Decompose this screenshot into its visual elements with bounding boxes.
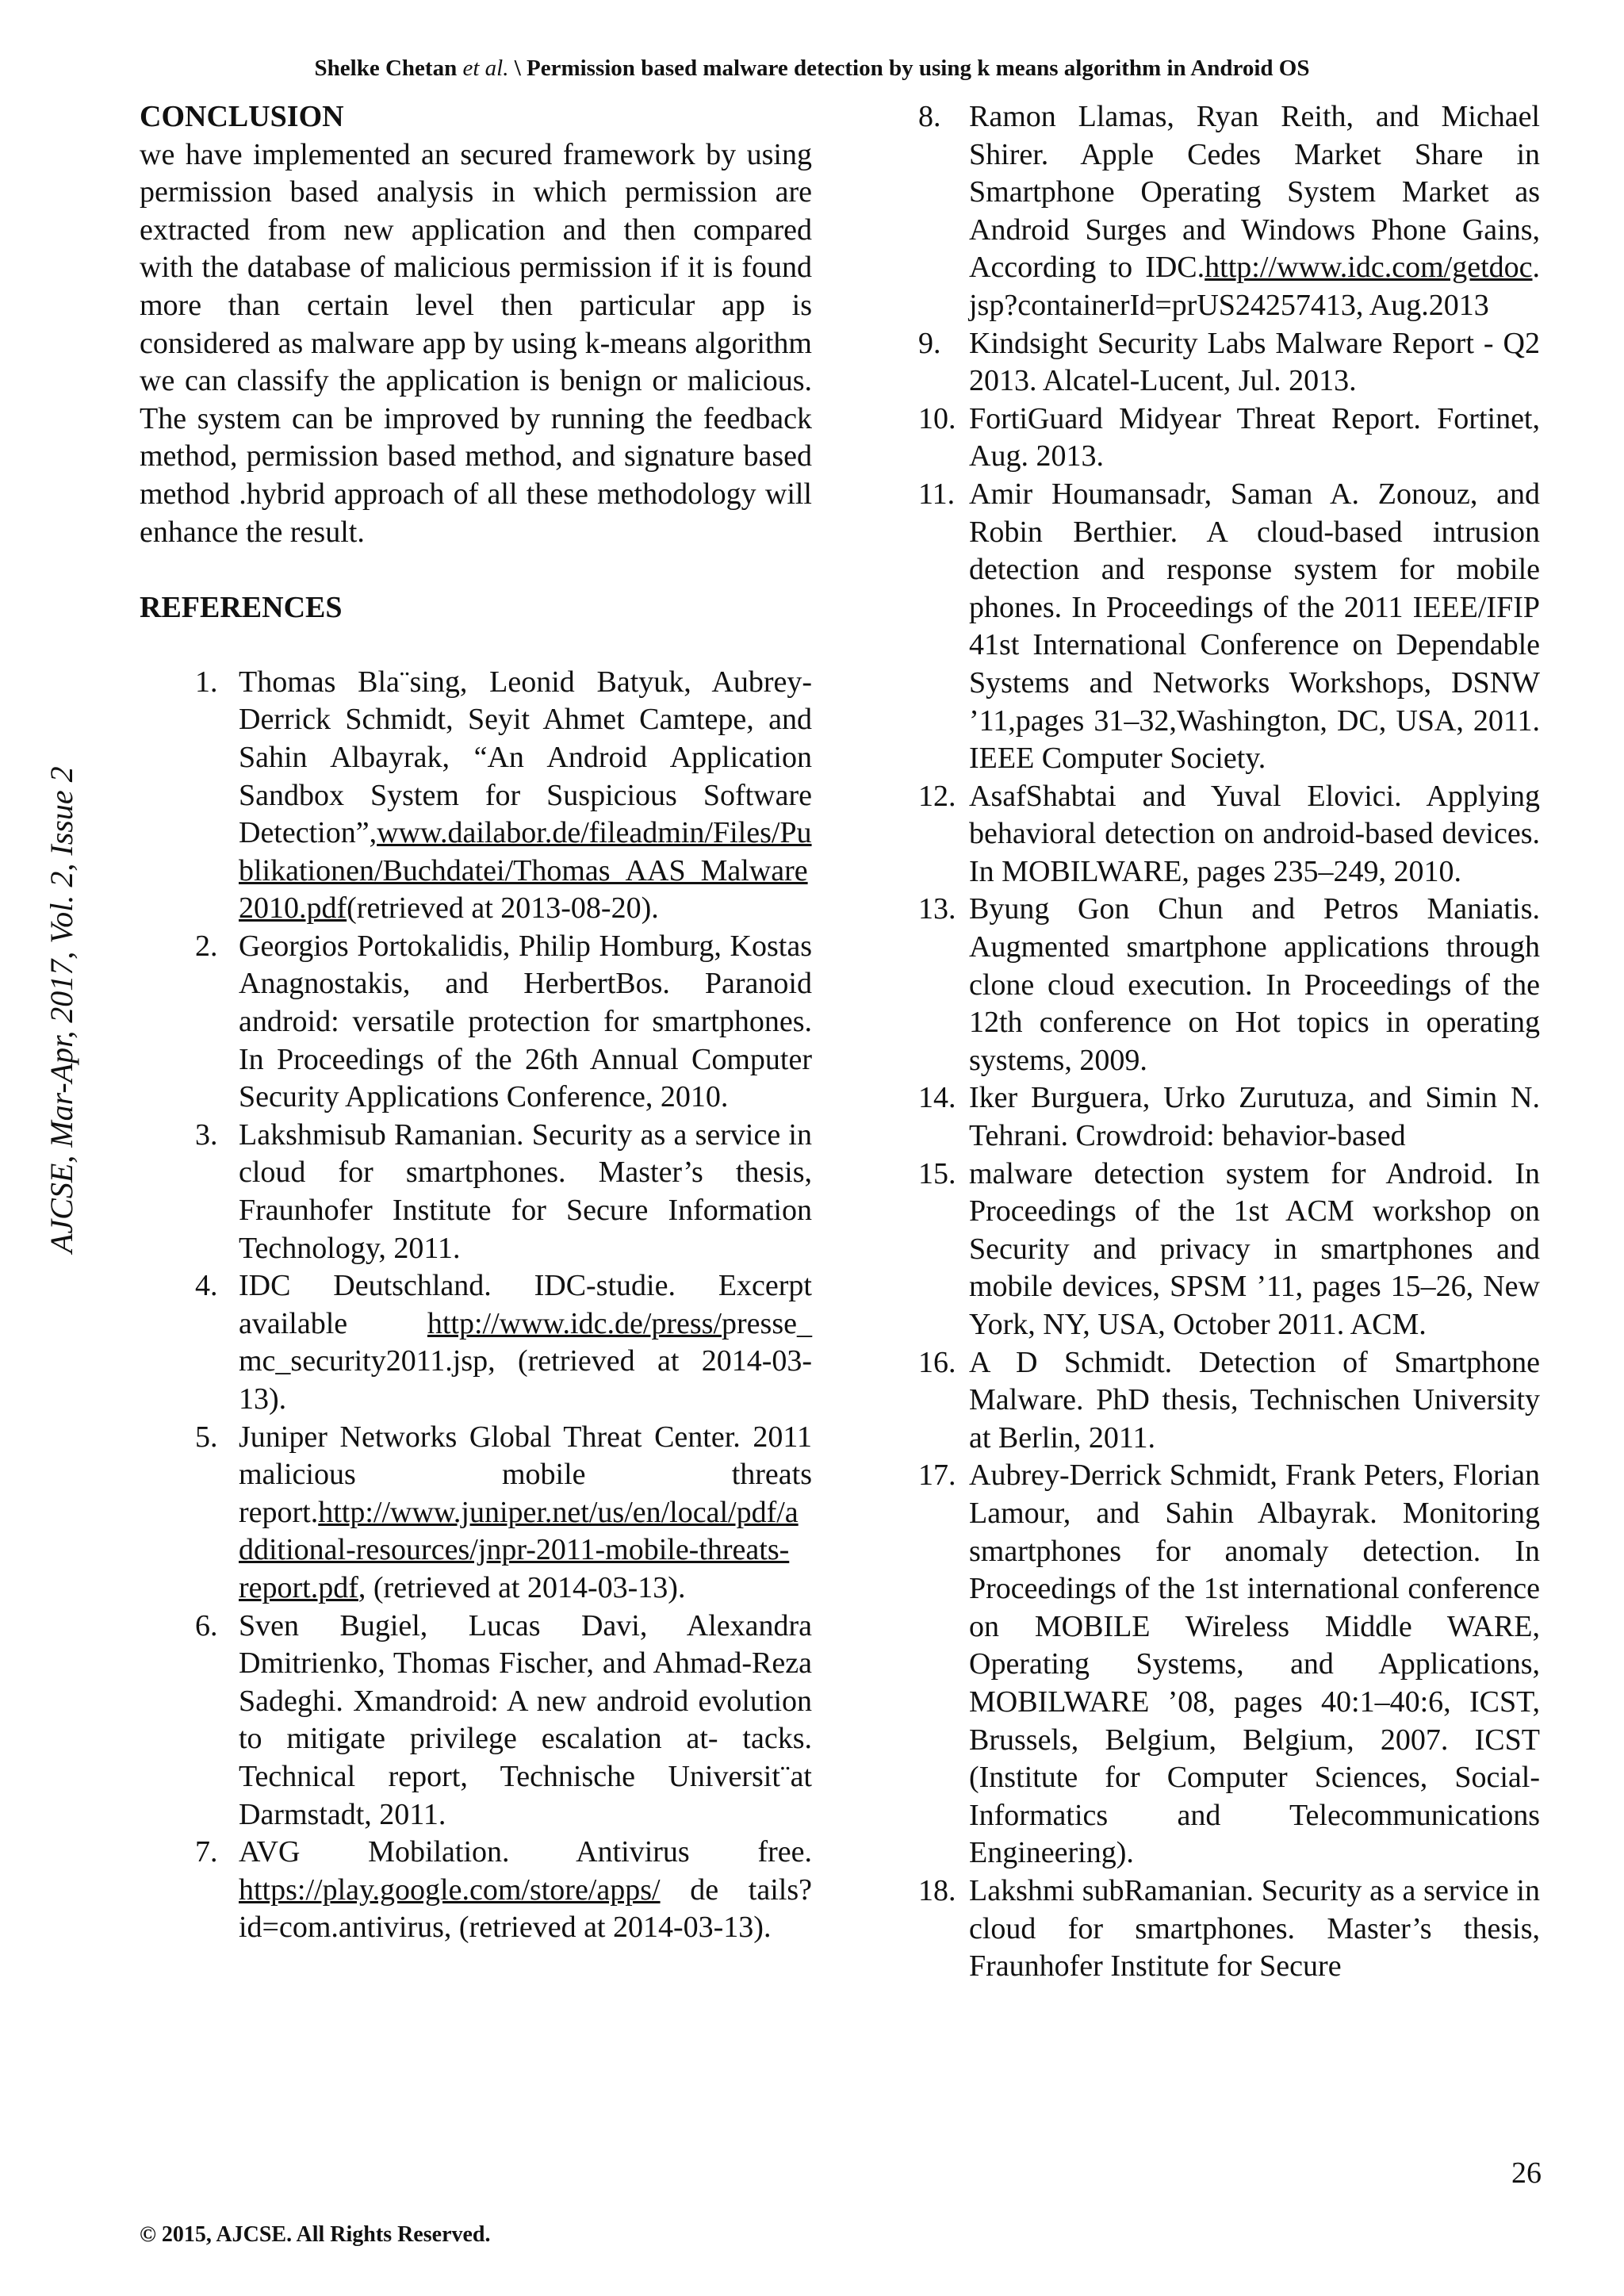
reference-item xyxy=(914,1457,1540,1872)
references-heading: REFERENCES xyxy=(140,591,343,625)
left-column xyxy=(140,98,812,1947)
header-title: \ Permission based malware detection by using k means algorithm in Android OS xyxy=(514,56,1310,81)
conclusion-paragraph: we have implemented an secured framework by using permission based analysis in which permission are extracted from new application and then compared with the database of malicious permission if it is found more than certain level then particular app is considered as malware app by using k-means algorithm we can classify the application is benign or malicious. The system can be improved by running the feedback method, permission based method, and signature based method .hybrid approach of all these methodology will enhance the result. xyxy=(140,137,812,549)
reference-number: 1. xyxy=(195,665,218,699)
reference-link[interactable]: http://www.juniper.net/us/en/local/pdf/additional-resources/jnpr-2011-mobile-threats-report.pdf xyxy=(239,1495,799,1604)
reference-number: 16. xyxy=(918,1345,956,1379)
reference-item xyxy=(140,1419,812,1608)
reference-text: . jsp?containerId=prUS24257413, Aug.2013 xyxy=(969,251,1540,322)
reference-item xyxy=(140,1267,812,1418)
reference-text: Kindsight Security Labs Malware Report - Q2 2013. Alcatel-Lucent, Jul. 2013. xyxy=(969,326,1540,398)
reference-text: malware detection system for Android. In Proceedings of the 1st ACM workshop on Security and privacy in smartphones and mobile devices, SPSM ’11, pages 15–26, New York, NY, USA, October 2011. ACM. xyxy=(969,1156,1540,1341)
reference-item xyxy=(140,664,812,928)
reference-text: , (retrieved at 2014-03-13). xyxy=(358,1570,686,1604)
reference-number: 14. xyxy=(918,1081,956,1115)
reference-text: de tails?id=com.antivirus, (retrieved at 2014-03-13). xyxy=(239,1872,812,1945)
reference-item xyxy=(914,891,1540,1079)
reference-text: AVG Mobilation. Antivirus free. xyxy=(239,1835,812,1869)
reference-number: 11. xyxy=(918,477,956,511)
reference-number: 9. xyxy=(918,326,941,360)
reference-link[interactable]: https://play.google.com/store/apps/ xyxy=(239,1872,661,1907)
reference-item xyxy=(914,401,1540,476)
reference-text: Amir Houmansadr, Saman A. Zonouz, and Robin Berthier. A cloud-based intrusion detection and response system for mobile phones. In Proceedings of the 2011 IEEE/IFIP 41st International Conference on Dependable Systems and Networks Workshops, DSNW ’11,pages 31–32,Washington, DC, USA, 2011. IEEE Computer Society. xyxy=(969,477,1540,776)
reference-text: FortiGuard Midyear Threat Report. Fortinet, Aug. 2013. xyxy=(969,401,1540,473)
journal-side-label: AJCSE, Mar-Apr, 2017, Vol. 2, Issue 2 xyxy=(44,766,79,1253)
reference-text: Georgios Portokalidis, Philip Homburg, Kostas Anagnostakis, and HerbertBos. Paranoid android: versatile protection for smartphones. In Proceedings of the 26th Annual Computer Security Applications Conference, 2010. xyxy=(239,929,812,1114)
reference-link[interactable]: http://www.idc.de/press/ xyxy=(427,1306,722,1340)
reference-text: Iker Burguera, Urko Zurutuza, and Simin N. Tehrani. Crowdroid: behavior-based xyxy=(969,1081,1540,1153)
page-number: 26 xyxy=(1511,2156,1542,2190)
conclusion-heading: CONCLUSION xyxy=(140,100,344,133)
reference-item xyxy=(914,1872,1540,1986)
reference-item xyxy=(914,1079,1540,1155)
reference-text: Thomas Bla¨sing, Leonid Batyuk, Aubrey-Derrick Schmidt, Seyit Ahmet Camtepe, and Sahin Albayrak, “An Android Application Sandbox System for Suspicious Software Detection”, xyxy=(239,665,812,850)
reference-number: 3. xyxy=(195,1117,218,1152)
reference-link[interactable]: http://www.idc.com/getdoc xyxy=(1205,251,1533,285)
running-header xyxy=(95,56,1529,82)
reference-number: 5. xyxy=(195,1420,218,1454)
copyright-footer: © 2015, AJCSE. All Rights Reserved. xyxy=(140,2222,491,2247)
reference-item xyxy=(914,476,1540,778)
reference-text: Sven Bugiel, Lucas Davi, Alexandra Dmitrienko, Thomas Fischer, and Ahmad-Reza Sadeghi. Xmandroid: A new android evolution to mitigate privilege escalation at- tacks. Technical report, Technische Universit¨at Darmstadt, 2011. xyxy=(239,1608,812,1831)
reference-number: 8. xyxy=(918,100,941,133)
reference-text: presse_ mc_security2011.jsp, (retrieved at 2014-03-13). xyxy=(239,1306,812,1416)
reference-text: A D Schmidt. Detection of Smartphone Malware. PhD thesis, Technischen University at Berlin, 2011. xyxy=(969,1345,1540,1455)
reference-item xyxy=(914,325,1540,401)
reference-link[interactable]: www.dailabor.de/fileadmin/Files/Publikationen/Buchdatei/Thomas_AAS_Malware2010.pdf xyxy=(239,816,812,926)
reference-item xyxy=(914,1344,1540,1458)
reference-number: 7. xyxy=(195,1835,218,1869)
reference-list-left xyxy=(140,664,812,1947)
reference-list-right xyxy=(914,98,1540,1986)
reference-text: Ramon Llamas, Ryan Reith, and Michael Shirer. Apple Cedes Market Share in Smartphone Operating System Market as Android Surges and Windows Phone Gains, According to IDC. xyxy=(969,100,1540,285)
right-column xyxy=(914,98,1540,1986)
reference-text: Lakshmi subRamanian. Security as a service in cloud for smartphones. Master’s thesis, Fraunhofer Institute for Secure xyxy=(969,1873,1540,1984)
reference-text: (retrieved at 2013-08-20). xyxy=(347,891,659,926)
reference-number: 15. xyxy=(918,1156,956,1190)
reference-text: AsafShabtai and Yuval Elovici. Applying behavioral detection on android-based devices. In MOBILWARE, pages 235–249, 2010. xyxy=(969,779,1540,888)
reference-item xyxy=(140,1117,812,1267)
reference-text: IDC Deutschland. IDC-studie. Excerpt available xyxy=(239,1269,812,1340)
header-author: Shelke Chetan xyxy=(314,56,458,81)
reference-number: 18. xyxy=(918,1873,956,1907)
reference-number: 6. xyxy=(195,1608,218,1642)
reference-number: 10. xyxy=(918,401,956,435)
reference-number: 2. xyxy=(195,929,218,963)
reference-text: Lakshmisub Ramanian. Security as a service in cloud for smartphones. Master’s thesis, Fraunhofer Institute for Secure Information Technology, 2011. xyxy=(239,1117,812,1265)
reference-number: 4. xyxy=(195,1269,218,1303)
reference-text: Aubrey-Derrick Schmidt, Frank Peters, Florian Lamour, and Sahin Albayrak. Monitoring smartphones for anomaly detection. In Proceedings of the 1st international conference on MOBILE Wireless Middle WARE, Operating Systems, and Applications, MOBILWARE ’08, pages 40:1–40:6, ICST, Brussels, Belgium, Belgium, 2007. ICST (Institute for Computer Sciences, Social-Informatics and Telecommunications Engineering). xyxy=(969,1458,1540,1870)
reference-item xyxy=(140,1834,812,1947)
reference-number: 13. xyxy=(918,892,956,926)
reference-number: 17. xyxy=(918,1458,956,1493)
header-etal: et al. xyxy=(462,56,509,81)
reference-text: Byung Gon Chun and Petros Maniatis. Augmented smartphone applications through clone cloud execution. In Proceedings of the 12th conference on Hot topics in operating systems, 2009. xyxy=(969,892,1540,1077)
reference-item xyxy=(140,1608,812,1834)
reference-text: Juniper Networks Global Threat Center. 2011 malicious mobile threats report. xyxy=(239,1420,812,1529)
reference-item xyxy=(914,98,1540,325)
reference-item xyxy=(914,1156,1540,1344)
reference-number: 12. xyxy=(918,779,956,813)
reference-item xyxy=(914,778,1540,891)
reference-item xyxy=(140,928,812,1117)
